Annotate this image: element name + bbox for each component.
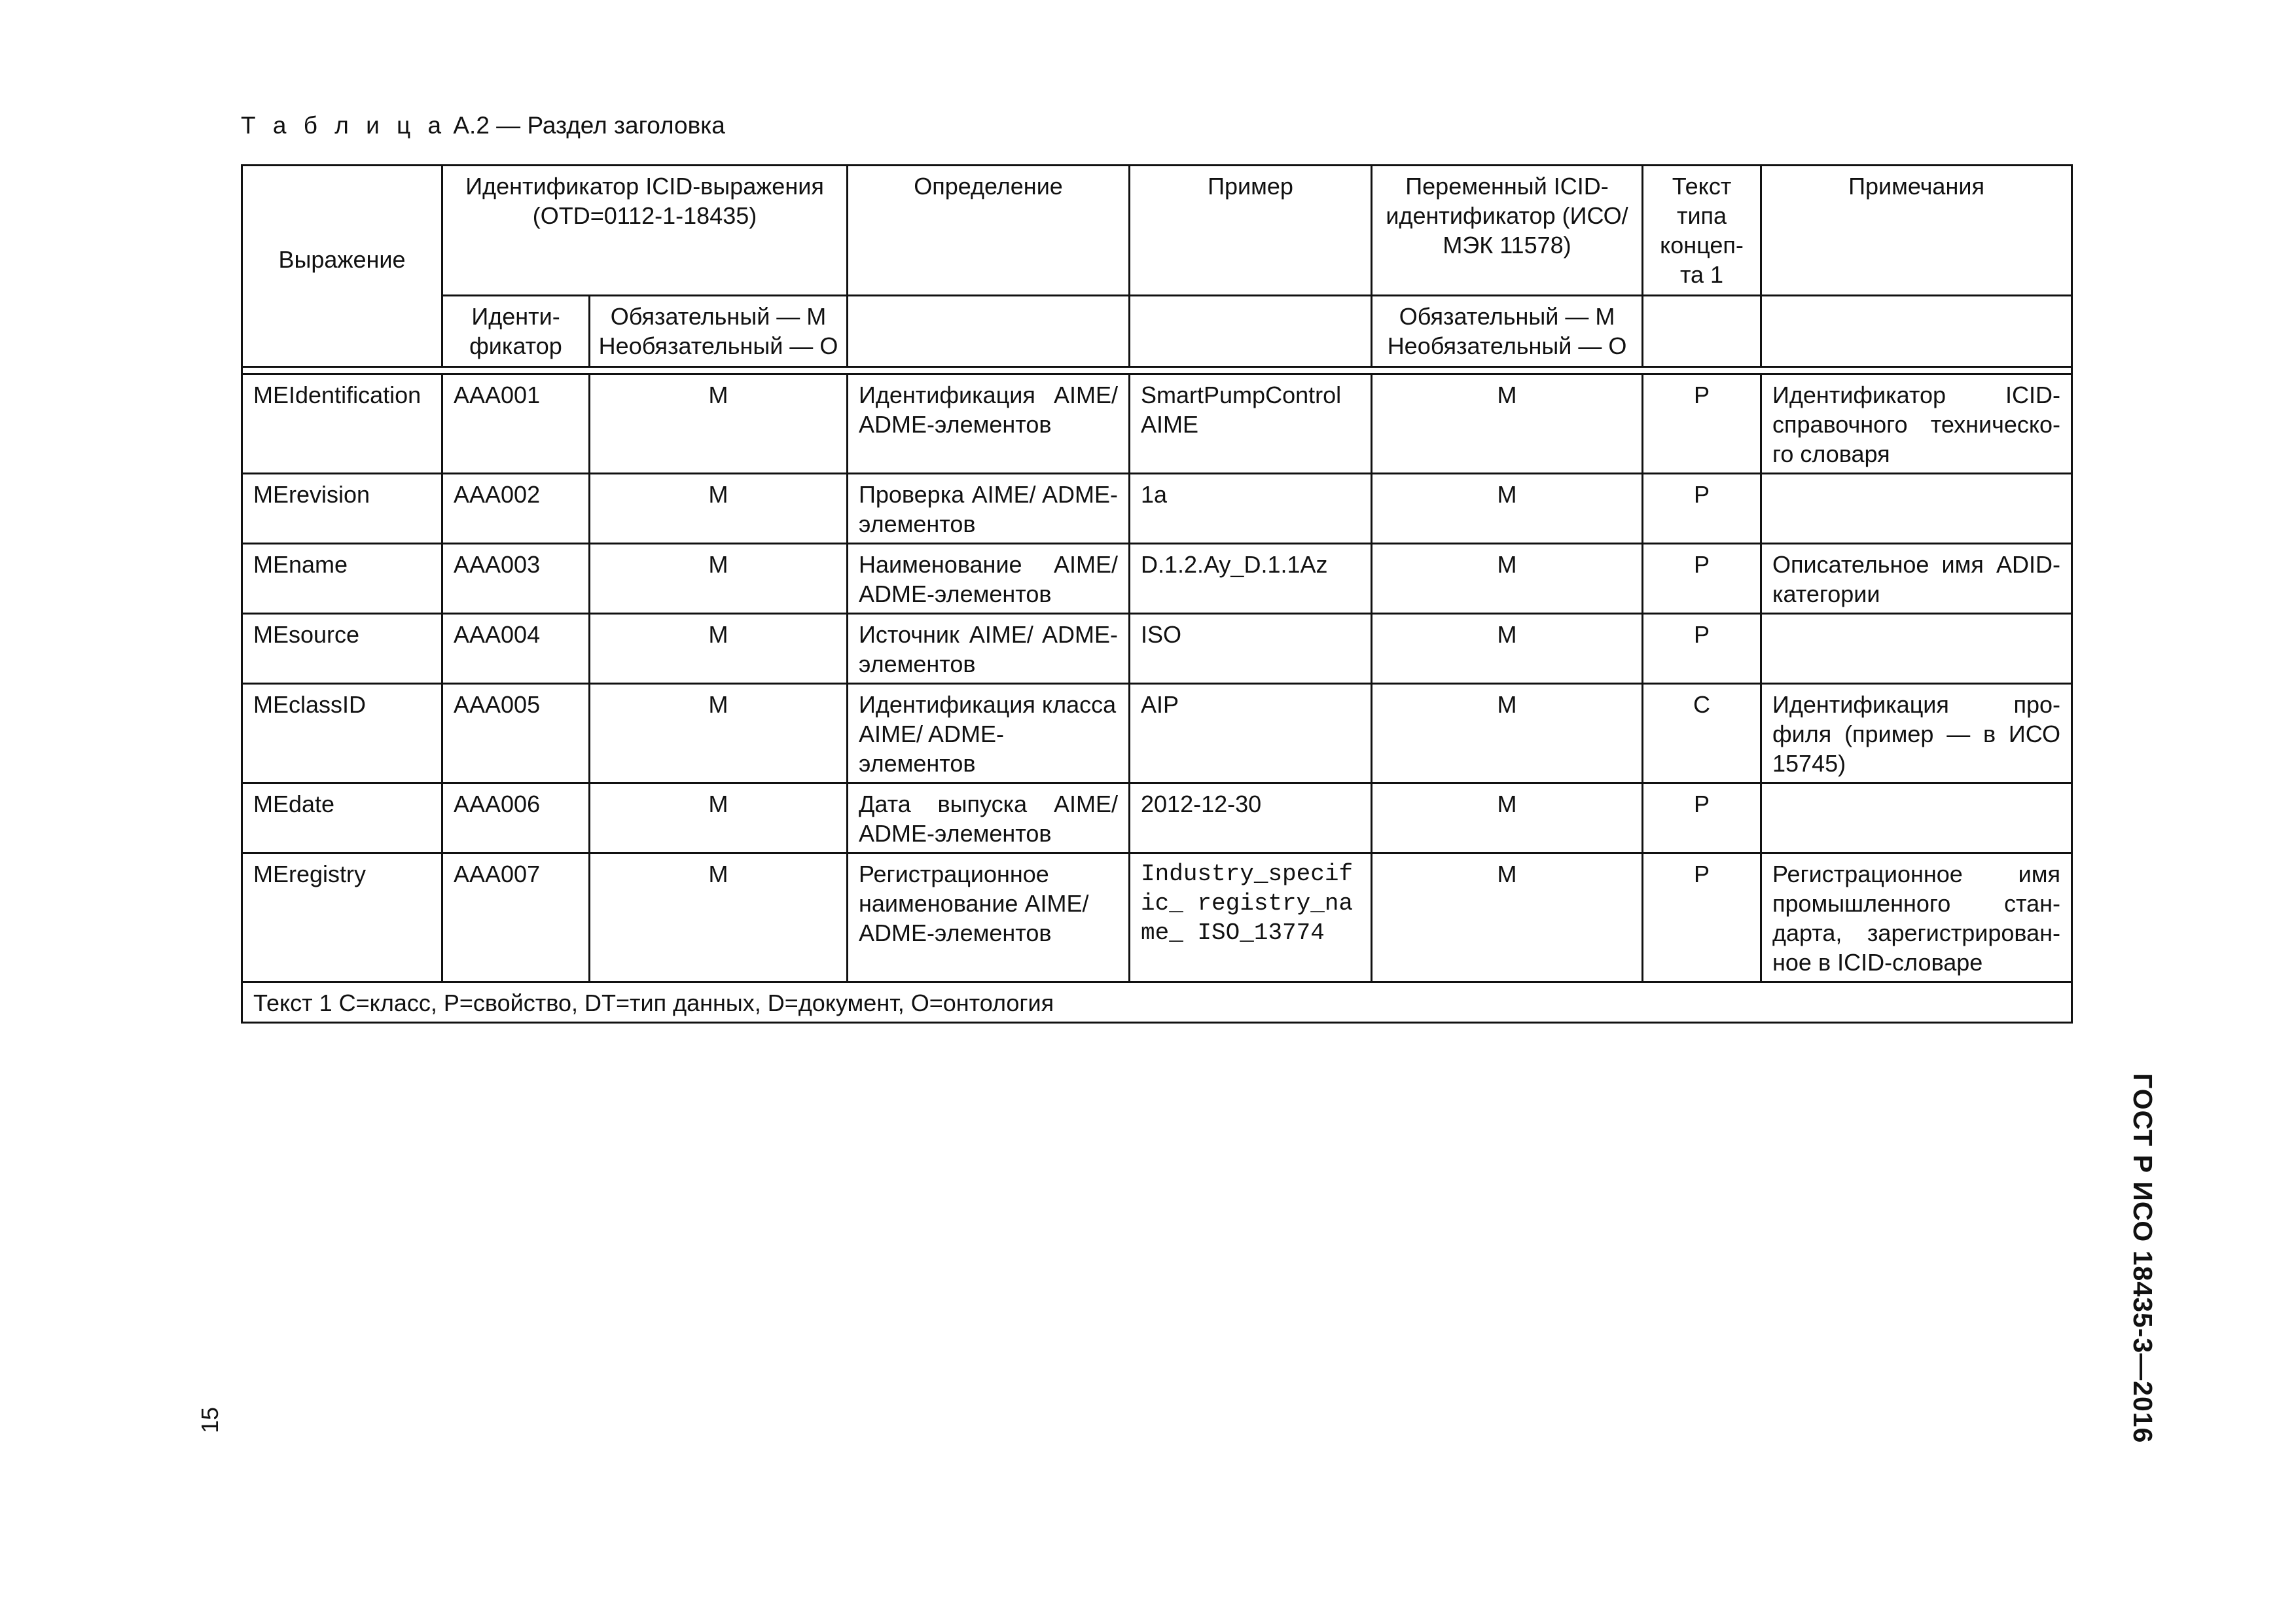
cell-note (1761, 614, 2072, 684)
cell-variable: M (1372, 374, 1643, 474)
cell-required: M (590, 474, 848, 544)
cell-variable: M (1372, 684, 1643, 783)
cell-required: M (590, 684, 848, 783)
cell-definition: Дата выпуска AIME/ ADME-элементов (848, 783, 1130, 853)
cell-variable: M (1372, 853, 1643, 982)
cell-concept-type: P (1643, 614, 1761, 684)
cell-variable: M (1372, 614, 1643, 684)
cell-expression: MEclassID (242, 684, 442, 783)
header-body-separator (242, 367, 2072, 374)
table-caption-label: Т а б л и ц а (241, 112, 447, 139)
header-optional-label: Необязательный — О (598, 332, 838, 359)
document-standard-title: ГОСТ Р ИСО 18435-3—2016 (2128, 1073, 2158, 1444)
page-number: 15 (196, 1407, 223, 1434)
cell-example: AIP (1130, 684, 1372, 783)
cell-example: Industry_specific_ registry_name_ ISO_13774 (1130, 853, 1372, 982)
table-row (242, 684, 2072, 783)
cell-identifier: AAA005 (442, 684, 590, 783)
cell-definition: Идентификация класса AIME/ ADME-элементов (848, 684, 1130, 783)
cell-definition: Наименование AIME/ ADME-элементов (848, 544, 1130, 614)
cell-expression: MEregistry (242, 853, 442, 982)
cell-definition: Проверка AIME/ ADME-элементов (848, 474, 1130, 544)
cell-required: M (590, 783, 848, 853)
table-footnote: Текст 1 C=класс, P=свойство, DT=тип данных, D=документ, O=онтология (242, 982, 2072, 1023)
table-row (242, 474, 2072, 544)
table-row (242, 614, 2072, 684)
footnote-row (242, 982, 2072, 1023)
header-variable-optional-label: Необязательный — О (1387, 332, 1627, 359)
header-variable-required-optional (1372, 296, 1643, 367)
header-notes: Примечания (1761, 166, 2072, 296)
table-caption-text: А.2 — Раздел заголовка (453, 112, 725, 139)
cell-expression: MEIdentification (242, 374, 442, 474)
table-caption (241, 110, 725, 141)
cell-identifier: AAA006 (442, 783, 590, 853)
cell-definition: Источник AIME/ ADME-элементов (848, 614, 1130, 684)
cell-required: M (590, 614, 848, 684)
table-row (242, 783, 2072, 853)
table-row (242, 544, 2072, 614)
cell-variable: M (1372, 544, 1643, 614)
cell-concept-type: P (1643, 853, 1761, 982)
cell-example: D.1.2.Ay_D.1.1Az (1130, 544, 1372, 614)
cell-variable: M (1372, 474, 1643, 544)
cell-identifier: AAA002 (442, 474, 590, 544)
cell-variable: M (1372, 783, 1643, 853)
cell-note (1761, 474, 2072, 544)
header-definition-sub (848, 296, 1130, 367)
cell-note: Описательное имя ADID-категории (1761, 544, 2072, 614)
header-required-label: Обязательный — М (610, 303, 827, 330)
header-expression: Выражение (242, 166, 442, 367)
cell-identifier: AAA003 (442, 544, 590, 614)
header-required-optional (590, 296, 848, 367)
table-row (242, 374, 2072, 474)
header-variable-required-label: Обязательный — М (1399, 303, 1615, 330)
cell-required: M (590, 544, 848, 614)
cell-example: SmartPumpControl AIME (1130, 374, 1372, 474)
cell-definition: Регистрационное наименование AIME/ ADME-элементов (848, 853, 1130, 982)
cell-identifier: AAA004 (442, 614, 590, 684)
cell-note: Регистрационное имя промышленного стан-дарта, зарегистрирован-ное в ICID-словаре (1761, 853, 2072, 982)
cell-identifier: AAA007 (442, 853, 590, 982)
cell-concept-type: C (1643, 684, 1761, 783)
cell-note (1761, 783, 2072, 853)
header-notes-sub (1761, 296, 2072, 367)
cell-example: 1a (1130, 474, 1372, 544)
cell-concept-type: P (1643, 474, 1761, 544)
cell-concept-type: P (1643, 544, 1761, 614)
table-row (242, 853, 2072, 982)
header-concept-type: Текст типа концеп-та 1 (1643, 166, 1761, 296)
header-icid-group: Идентификатор ICID-выражения (OTD=0112-1-18435) (442, 166, 848, 296)
cell-identifier: AAA001 (442, 374, 590, 474)
cell-definition: Идентификация AIME/ ADME-элементов (848, 374, 1130, 474)
cell-expression: MEsource (242, 614, 442, 684)
header-section-table (241, 164, 2073, 1024)
header-identifier: Иденти-фикатор (442, 296, 590, 367)
header-example-sub (1130, 296, 1372, 367)
cell-concept-type: P (1643, 783, 1761, 853)
header-concept-type-sub (1643, 296, 1761, 367)
cell-note: Идентификация про-филя (пример — в ИСО 15745) (1761, 684, 2072, 783)
cell-required: M (590, 374, 848, 474)
cell-expression: MErevision (242, 474, 442, 544)
header-variable-id: Переменный ICID-идентификатор (ИСО/МЭК 11578) (1372, 166, 1643, 296)
cell-expression: MEdate (242, 783, 442, 853)
cell-note: Идентификатор ICID-справочного техническо-го словаря (1761, 374, 2072, 474)
header-definition: Определение (848, 166, 1130, 296)
cell-example: ISO (1130, 614, 1372, 684)
header-example: Пример (1130, 166, 1372, 296)
cell-expression: MEname (242, 544, 442, 614)
cell-required: M (590, 853, 848, 982)
cell-concept-type: P (1643, 374, 1761, 474)
cell-example: 2012-12-30 (1130, 783, 1372, 853)
